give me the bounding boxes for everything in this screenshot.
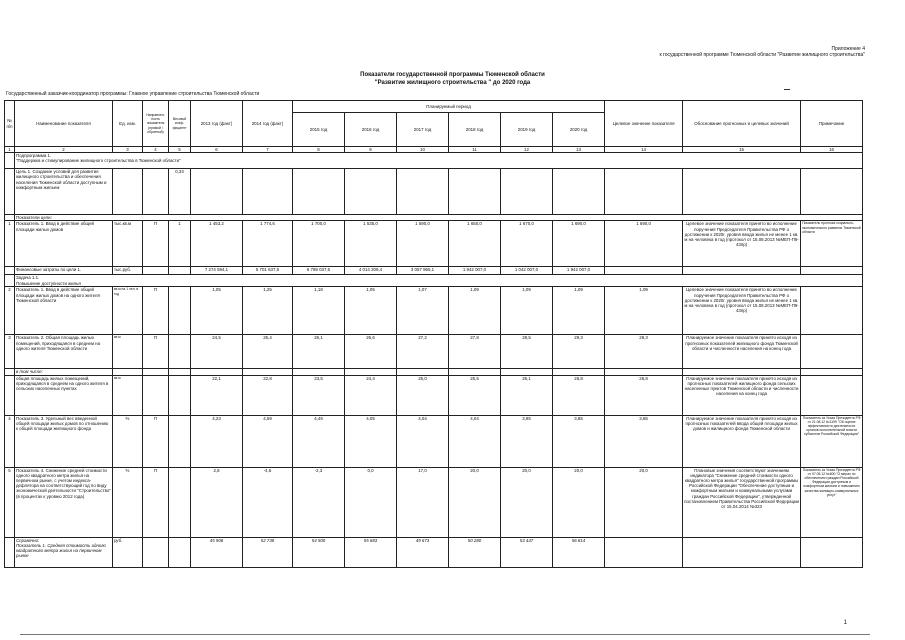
header-2015: 2015 год <box>293 113 345 147</box>
justification-text: Целевое значение показателя принято во исполнение поручения Председателя Правительства РФ о достижении к 2020г. уровня ввода жилья не менее 1 кв. м на человека в год (протокол от 15.08.2013 №МЕП-П9-43пр) <box>683 221 801 267</box>
value-2017: 4,04 <box>397 415 449 467</box>
reference-unit: руб. <box>113 537 143 567</box>
reference-2016: 55 683 <box>345 537 397 567</box>
reference-2017: 49 673 <box>397 537 449 567</box>
reference-2015: 54 500 <box>293 537 345 567</box>
target-value: 26,8 <box>605 375 683 415</box>
indicator-name: Показатель 3. Удельный вес введенной общей площади жилых домов по отношению к общей площади жилищного фонда <box>15 415 113 467</box>
indicator-unit: % <box>113 467 143 537</box>
task-title: Повышение доступности жилья <box>16 280 81 286</box>
header-2020: 2020 год <box>553 113 605 147</box>
finance-2014: 5 701 637,5 <box>243 267 293 275</box>
indicator-unit: тыс.кв.м <box>113 221 143 267</box>
header-unit: Ед. изм. <box>113 101 143 147</box>
title-line1: Показатели государственной программы Тюменской области <box>360 72 545 78</box>
col-number: 4 <box>143 147 169 153</box>
indicator-name: Показатель 2. Общая площадь жилых помещений, приходящаяся в среднем на одного жителя Тюменской области <box>15 335 113 369</box>
value-2013: 4,23 <box>191 415 243 467</box>
col-number: 16 <box>801 147 863 153</box>
header-remark: Примечание <box>801 101 863 147</box>
finance-2016: 4 014 209,4 <box>345 267 397 275</box>
value-2018: 1 650,0 <box>449 221 501 267</box>
indicator-name: Показатель 1. Ввод в действие общей площади жилых домов на одного жителя Тюменской области <box>15 287 113 335</box>
value-2020: 26,8 <box>553 375 605 415</box>
table-row <box>5 335 863 369</box>
reference-2014: 52 738 <box>243 537 293 567</box>
goal-indicators-label: Показатели цели: <box>15 215 863 221</box>
reference-2018: 50 280 <box>449 537 501 567</box>
value-2020: 1 690,0 <box>553 221 605 267</box>
value-2019: 28,5 <box>501 335 553 369</box>
reference-cell <box>15 537 113 567</box>
header-justification: Обоснование прогнозных и целевых значений <box>683 101 801 147</box>
col-number: 14 <box>605 147 683 153</box>
target-value: 1,09 <box>605 287 683 335</box>
justification-text: Плановые значения соответствуют значениям индикатора "Снижение средней стоимости одного квадратного метра жилья" государственной программы Российской Федерации "Обеспечение доступным и комфортным жильем и коммунальными услугами граждан Российской Федерации", утвержденной постановлением Правительства Российской Федерации от 15.04.2014 №323 <box>683 467 801 537</box>
remark-text: Показатель прогноза социально-экономического развития Тюменской области <box>801 221 863 267</box>
value-2019: 3,95 <box>501 415 553 467</box>
divider-mark <box>784 89 790 90</box>
finance-2015: 6 789 037,6 <box>293 267 345 275</box>
target-value: 1 690,0 <box>605 221 683 267</box>
goal-text: Цель 1. Создание условий для развития жилищного строительства и обеспечения населения Тюменской области доступным и комфортным жильем <box>15 169 113 215</box>
value-2014: 4,59 <box>243 415 293 467</box>
header-2019: 2019 год <box>501 113 553 147</box>
value-2016: 1 535,0 <box>345 221 397 267</box>
value-2017: 27,2 <box>397 335 449 369</box>
page-number: 1 <box>843 620 847 626</box>
value-2020: 3,85 <box>553 415 605 467</box>
value-2014: 1 774,6 <box>243 221 293 267</box>
value-2013: 22,1 <box>191 375 243 415</box>
header-2018: 2018 год <box>449 113 501 147</box>
value-2014: 1,25 <box>243 287 293 335</box>
task-row <box>5 275 863 287</box>
finance-row <box>5 267 863 275</box>
value-2013: 24,5 <box>191 335 243 369</box>
reference-label: Справочно: <box>16 537 40 543</box>
value-2015: -2,3 <box>293 467 345 537</box>
header-target: Целевое значение показателя <box>605 101 683 147</box>
justification-text: Планируемое значение показателя принято исходя из прогнозных показателей жилищного фонда Тюменской области и численности населения на конец года <box>683 335 801 369</box>
col-number: 2 <box>15 147 113 153</box>
page-title <box>0 71 905 87</box>
target-value: 3,85 <box>605 415 683 467</box>
header-n: № п/п <box>5 101 15 147</box>
indicator-direction: П <box>143 221 169 267</box>
col-number: 13 <box>553 147 605 153</box>
target-value: 29,3 <box>605 335 683 369</box>
finance-2020: 1 942 007,0 <box>553 267 605 275</box>
reference-2019: 53 447 <box>501 537 553 567</box>
col-number: 12 <box>501 147 553 153</box>
incl-label: в том числе: <box>15 369 113 375</box>
value-2017: 25,0 <box>397 375 449 415</box>
value-2017: 1,07 <box>397 287 449 335</box>
subprogram-cell <box>15 153 863 169</box>
indicator-unit: кв.м <box>113 335 143 369</box>
table-row <box>5 287 863 335</box>
title-line2: "Развитие жилищного строительства " до 2020 года <box>374 80 531 86</box>
finance-2017: 3 057 965,1 <box>397 267 449 275</box>
indicator-direction: П <box>143 335 169 369</box>
value-2017: 17,0 <box>397 467 449 537</box>
header-2014: 2014 год (факт) <box>243 101 293 147</box>
col-number: 10 <box>397 147 449 153</box>
finance-2019: 1 042 007,0 <box>501 267 553 275</box>
indicator-direction: П <box>143 287 169 335</box>
col-number: 3 <box>113 147 143 153</box>
header-planned-period: Планируемый период <box>293 101 605 113</box>
attachment-line2: к государственной программе Тюменской области "Развитие жилищного строительства" <box>659 52 865 58</box>
attachment-line1: Приложение 4 <box>831 46 865 52</box>
value-2014: -4,6 <box>243 467 293 537</box>
row-number: 4 <box>5 415 15 467</box>
col-number: 8 <box>293 147 345 153</box>
reference-2020: 56 814 <box>553 537 605 567</box>
value-2014: 22,8 <box>243 375 293 415</box>
value-2018: 20,0 <box>449 467 501 537</box>
indicator-direction: П <box>143 467 169 537</box>
row-number: 5 <box>5 467 15 537</box>
header-weight: Весовой коэф-фициент <box>169 101 191 147</box>
row-number: 2 <box>5 287 15 335</box>
value-2015: 23,5 <box>293 375 345 415</box>
goal-row <box>5 169 863 215</box>
finance-unit: тыс.руб. <box>113 267 143 275</box>
row-number: 3 <box>5 335 15 369</box>
value-2017: 1 590,0 <box>397 221 449 267</box>
value-2018: 1,09 <box>449 287 501 335</box>
value-2015: 1,18 <box>293 287 345 335</box>
value-2014: 25,4 <box>243 335 293 369</box>
value-2015: 4,49 <box>293 415 345 467</box>
table-row <box>5 221 863 267</box>
bottom-divider <box>20 634 870 635</box>
reference-row <box>5 537 863 567</box>
header-2013: 2013 год (факт) <box>191 101 243 147</box>
justification-text: Планируемое значение показателя принято исходя из прогнозных показателей ввода общей площади жилых домов и жилищного фонда Тюменской области <box>683 415 801 467</box>
subprogram-row <box>5 153 863 169</box>
value-2018: 27,8 <box>449 335 501 369</box>
attachment-note <box>535 46 865 58</box>
value-2018: 4,04 <box>449 415 501 467</box>
value-2015: 1 700,0 <box>293 221 345 267</box>
col-number: 7 <box>243 147 293 153</box>
table-row <box>5 467 863 537</box>
value-2015: 26,1 <box>293 335 345 369</box>
header-direction: Направлен-ность показателя (прямой / обратный) <box>143 101 169 147</box>
subprogram-number: Подпрограмма 1. <box>16 153 52 159</box>
value-2016: 26,6 <box>345 335 397 369</box>
indicator-name: Показатель 4. Снижение средней стоимости одного квадратного метра жилья на первичном рынке, с учетом индекса-дефлятора на соответствующий год по виду экономической деятельности "Строительство" (в процентах к уровню 2012 года) <box>15 467 113 537</box>
value-2019: 26,1 <box>501 375 553 415</box>
indicator-unit: кв.м <box>113 375 143 415</box>
value-2018: 25,5 <box>449 375 501 415</box>
justification-text: Целевое значение показателя принято во исполнение поручения Председателя Правительства РФ о достижении к 2020г. уровня ввода жилья не менее 1 кв. м на человека в год (протокол от 15.08.2013 №МЕП-П9-43пр) <box>683 287 801 335</box>
justification-text: Планируемое значение показателя принято исходя из прогнозных показателей жилищного фонда сельских населенных пунктов Тюменской области и численности населения на конец года <box>683 375 801 415</box>
col-number: 5 <box>169 147 191 153</box>
goal-weight: 0,34 <box>169 169 191 215</box>
col-number: 1 <box>5 147 15 153</box>
indicator-name: Показатель 1. Ввод в действие общей площади жилых домов <box>15 221 113 267</box>
value-2020: 29,3 <box>553 335 605 369</box>
finance-2013: 7 274 594,1 <box>191 267 243 275</box>
row-number: 1 <box>5 221 15 267</box>
indicator-unit: % <box>113 415 143 467</box>
value-2019: 1 670,0 <box>501 221 553 267</box>
finance-2018: 1 942 007,0 <box>449 267 501 275</box>
value-2016: 24,4 <box>345 375 397 415</box>
value-2020: 1,09 <box>553 287 605 335</box>
value-2013: 1 453,2 <box>191 221 243 267</box>
task-cell <box>15 275 863 287</box>
value-2019: 20,0 <box>501 467 553 537</box>
subprogram-title: "Поддержка и стимулирование жилищного строительства в Тюменской области" <box>16 158 181 164</box>
col-number: 6 <box>191 147 243 153</box>
value-2016: 4,05 <box>345 415 397 467</box>
value-2016: 0,0 <box>345 467 397 537</box>
header-2016: 2016 год <box>345 113 397 147</box>
finance-name: Финансовые затраты по цели 1. <box>15 267 113 275</box>
target-value: 20,0 <box>605 467 683 537</box>
indicator-unit: кв.м на 1 чел. в год <box>113 287 143 335</box>
task-number: Задача 1.1. <box>16 275 40 281</box>
value-2013: 2,8 <box>191 467 243 537</box>
header-2017: 2017 год <box>397 113 449 147</box>
indicators-table <box>4 100 863 568</box>
reference-name: Показатель 1. Средняя стоимость одного квадратного метра жилья на первичном рынке <box>16 542 106 559</box>
value-2019: 1,09 <box>501 287 553 335</box>
indicator-weight: 1 <box>169 221 191 267</box>
col-number: 11 <box>449 147 501 153</box>
indicator-name: общая площадь жилых помещений, приходящаяся в среднем на одного жителя в сельских населенных пунктах <box>15 375 113 415</box>
col-number: 15 <box>683 147 801 153</box>
value-2020: 20,0 <box>553 467 605 537</box>
indicator-direction: П <box>143 415 169 467</box>
customer-line: Государственный заказчик-координатор программы: Главное управление строительства Тюменской области <box>6 91 260 97</box>
table-row <box>5 375 863 415</box>
remark-text: Показатель из Указа Президента РФ от 21.08.12 №1199 "Об оценке эффективности деятельности органов исполнительной власти субъектов Российской Федерации" <box>801 415 863 467</box>
reference-2013: 45 906 <box>191 537 243 567</box>
table-row <box>5 415 863 467</box>
value-2016: 1,05 <box>345 287 397 335</box>
remark-text: Показатель из Указа Президента РФ от 07.05.12 №600 "О мерах по обеспечению граждан Российской Федерации доступным и комфортным жильем и повышению качества жилищно-коммунальных услуг" <box>801 467 863 537</box>
col-number: 9 <box>345 147 397 153</box>
header-name: Наименование показателя <box>15 101 113 147</box>
value-2013: 1,05 <box>191 287 243 335</box>
